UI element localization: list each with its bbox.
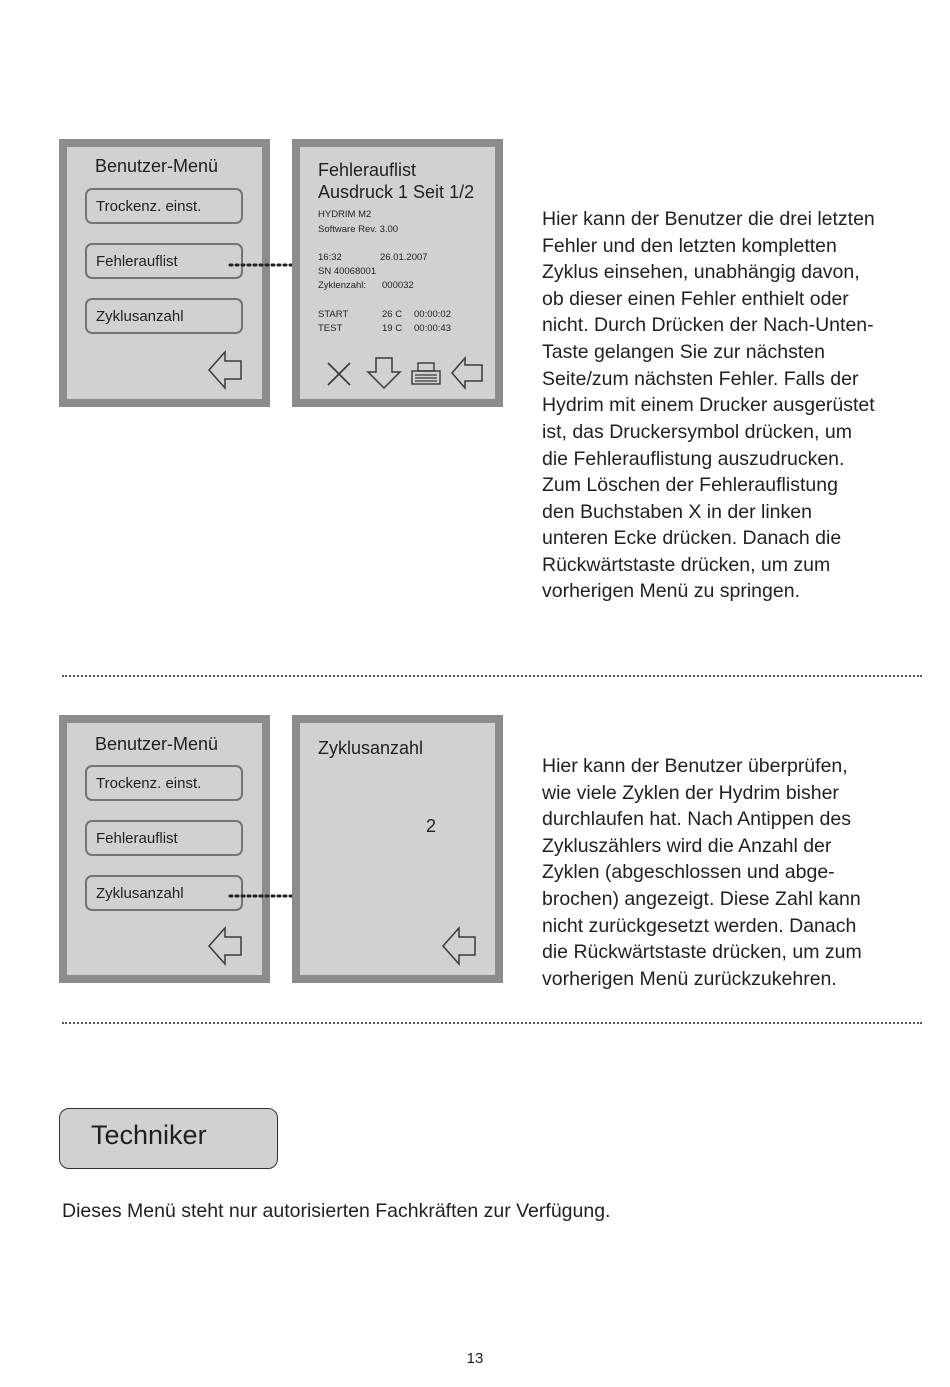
- back-arrow-icon[interactable]: [207, 926, 243, 966]
- description-line: die Rückwärtstaste drücken, um zum: [542, 941, 862, 963]
- description-line: nicht. Durch Drücken der Nach-Unten-: [542, 314, 874, 336]
- printer-icon[interactable]: [410, 361, 442, 387]
- serial-number: SN 40068001: [318, 266, 377, 277]
- description-line: Zyklus einsehen, unabhängig davon,: [542, 261, 860, 283]
- description-line: ob dieser einen Fehler enthielt oder: [542, 288, 849, 310]
- description-line: vorherigen Menü zurückzukehren.: [542, 968, 837, 990]
- cycle-count-button[interactable]: Zyklusanzahl: [85, 298, 243, 334]
- description-line: ist, das Druckersymbol drücken, um: [542, 421, 852, 443]
- techniker-heading: Techniker: [91, 1120, 207, 1150]
- row-start-name: START: [318, 309, 349, 320]
- down-arrow-icon[interactable]: [366, 356, 402, 390]
- dotted-separator: [62, 675, 922, 677]
- error-date: 26.01.2007: [380, 252, 428, 263]
- cycle-count-value: 000032: [382, 280, 414, 291]
- error-list-screen: [292, 139, 503, 407]
- description-line: Zum Löschen der Fehlerauflistung: [542, 474, 838, 496]
- description-line: Zykluszählers wird die Anzahl der: [542, 835, 832, 857]
- drying-time-button[interactable]: Trockenz. einst.: [85, 765, 243, 801]
- error-list-button[interactable]: Fehlerauflist: [85, 243, 243, 279]
- row-test-name: TEST: [318, 323, 343, 334]
- description-line: wie viele Zyklen der Hydrim bisher: [542, 782, 839, 804]
- dotted-separator: [62, 1022, 922, 1024]
- description-line: brochen) angezeigt. Diese Zahl kann: [542, 888, 861, 910]
- description-line: die Fehlerauflistung auszudrucken.: [542, 448, 845, 470]
- row-test-time: 00:00:43: [414, 323, 451, 334]
- cycle-count-screen: [292, 715, 503, 983]
- description-line: Seite/zum nächsten Fehler. Falls der: [542, 368, 859, 390]
- description-line: vorherigen Menü zu springen.: [542, 580, 800, 602]
- row-test-temp: 19 C: [382, 323, 403, 334]
- cycle-count-label: Zyklenzahl:: [318, 280, 367, 291]
- delete-x-icon[interactable]: [324, 359, 354, 389]
- description-line: Zyklen (abgeschlossen und abge-: [542, 861, 835, 883]
- user-menu-screen-1: [59, 139, 270, 407]
- row-start-time: 00:00:02: [414, 309, 451, 320]
- back-arrow-icon[interactable]: [207, 350, 243, 390]
- description-line: Fehler und den letzten kompletten: [542, 235, 837, 257]
- description-line: Taste gelangen Sie zur nächsten: [542, 341, 825, 363]
- error-list-subtitle: Ausdruck 1 Seit 1/2: [318, 182, 475, 202]
- techniker-text: Dieses Menü steht nur autorisierten Fachkräften zur Verfügung.: [62, 1200, 611, 1222]
- back-arrow-icon[interactable]: [441, 926, 477, 966]
- software-version: Software Rev. 3.00: [318, 224, 399, 235]
- user-menu-title: Benutzer-Menü: [95, 156, 219, 176]
- description-line: Rückwärtstaste drücken, um zum: [542, 554, 831, 576]
- user-menu-title: Benutzer-Menü: [95, 734, 219, 754]
- user-menu-screen-2: [59, 715, 270, 983]
- row-start-temp: 26 C: [382, 309, 403, 320]
- description-line: den Buchstaben X in der linken: [542, 501, 812, 523]
- drying-time-button[interactable]: Trockenz. einst.: [85, 188, 243, 224]
- techniker-heading-box: [59, 1108, 278, 1169]
- description-line: nicht zurückgesetzt werden. Danach: [542, 915, 857, 937]
- back-arrow-icon[interactable]: [450, 356, 484, 390]
- description-line: Hydrim mit einem Drucker ausgerüstet: [542, 394, 875, 416]
- description-line: Hier kann der Benutzer die drei letzten: [542, 208, 875, 230]
- error-list-title: Fehlerauflist: [318, 160, 417, 180]
- description-line: Hier kann der Benutzer überprüfen,: [542, 755, 848, 777]
- error-list-button[interactable]: Fehlerauflist: [85, 820, 243, 856]
- model-name: HYDRIM M2: [318, 209, 372, 220]
- page-number: 13: [466, 1350, 484, 1367]
- cycle-count-button[interactable]: Zyklusanzahl: [85, 875, 243, 911]
- cycle-count-title: Zyklusanzahl: [318, 738, 424, 758]
- error-time: 16:32: [318, 252, 342, 263]
- cycle-count-value: 2: [426, 816, 437, 836]
- description-line: durchlaufen hat. Nach Antippen des: [542, 808, 851, 830]
- description-line: unteren Ecke drücken. Danach die: [542, 527, 842, 549]
